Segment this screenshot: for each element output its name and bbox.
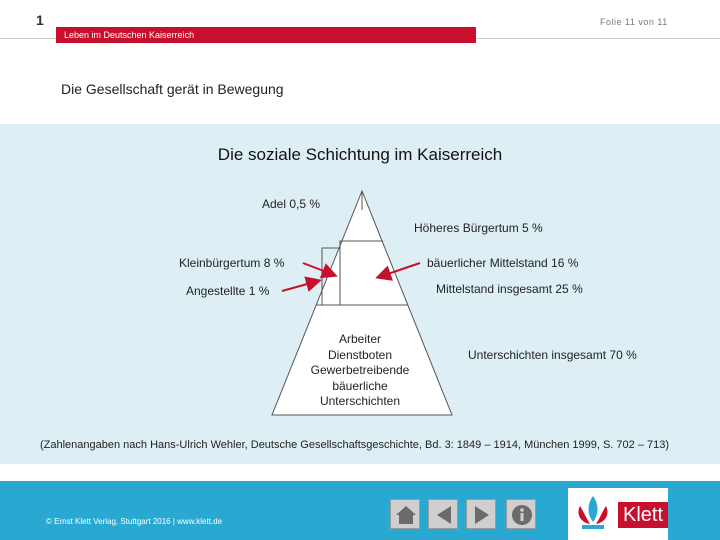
copyright-text: © Ernst Klett Verlag, Stuttgart 2016 | www.klett.de	[46, 517, 223, 526]
lower-layer-line: Unterschichten	[319, 394, 401, 408]
label-adel: Adel 0,5 %	[262, 197, 321, 211]
arrow-kleinbuergertum	[303, 263, 334, 275]
slide-counter: Folie 11 von 11	[600, 17, 668, 27]
label-hoeheres-buergertum: Höheres Bürgertum 5 %	[414, 221, 543, 235]
course-title: Leben im Deutschen Kaiserreich	[64, 30, 195, 40]
lower-layer-line: Arbeiter	[338, 332, 382, 346]
klett-lily-icon	[570, 488, 616, 540]
diagram-heading: Die soziale Schichtung im Kaiserreich	[217, 145, 503, 164]
source-citation: (Zahlenangaben nach Hans-Ulrich Wehler, Deutsche Gesellschaftsgeschichte, Bd. 3: 1849 – 1914, München 1999, S. 702 – 713)	[40, 439, 670, 451]
info-icon	[507, 500, 537, 530]
label-baeuerlicher-mittelstand: bäuerlicher Mittelstand 16 %	[427, 256, 579, 270]
next-button[interactable]	[466, 499, 496, 529]
previous-button[interactable]	[428, 499, 458, 529]
label-unterschichten-gesamt: Unterschichten insgesamt 70 %	[468, 348, 637, 362]
page-subtitle: Die Gesellschaft gerät in Bewegung	[61, 81, 284, 97]
lower-layer-line: Dienstboten	[327, 347, 393, 362]
label-mittelstand-gesamt: Mittelstand insgesamt 25 %	[436, 282, 583, 296]
klett-logo	[568, 488, 668, 540]
info-button[interactable]	[506, 499, 536, 529]
home-button[interactable]	[390, 499, 420, 529]
home-icon	[391, 500, 421, 530]
lower-layer-line: Gewerbetreibende	[310, 363, 410, 377]
next-icon	[467, 500, 497, 530]
label-lower-layer	[304, 332, 416, 410]
klett-logo-text: Klett	[618, 502, 668, 528]
slide-number: 1	[36, 12, 44, 28]
previous-icon	[429, 500, 459, 530]
label-angestellte: Angestellte 1 %	[186, 284, 270, 298]
arrow-angestellte	[282, 281, 318, 291]
label-kleinbuergertum: Kleinbürgertum 8 %	[179, 256, 285, 270]
lower-layer-line: bäuerliche	[332, 378, 388, 393]
